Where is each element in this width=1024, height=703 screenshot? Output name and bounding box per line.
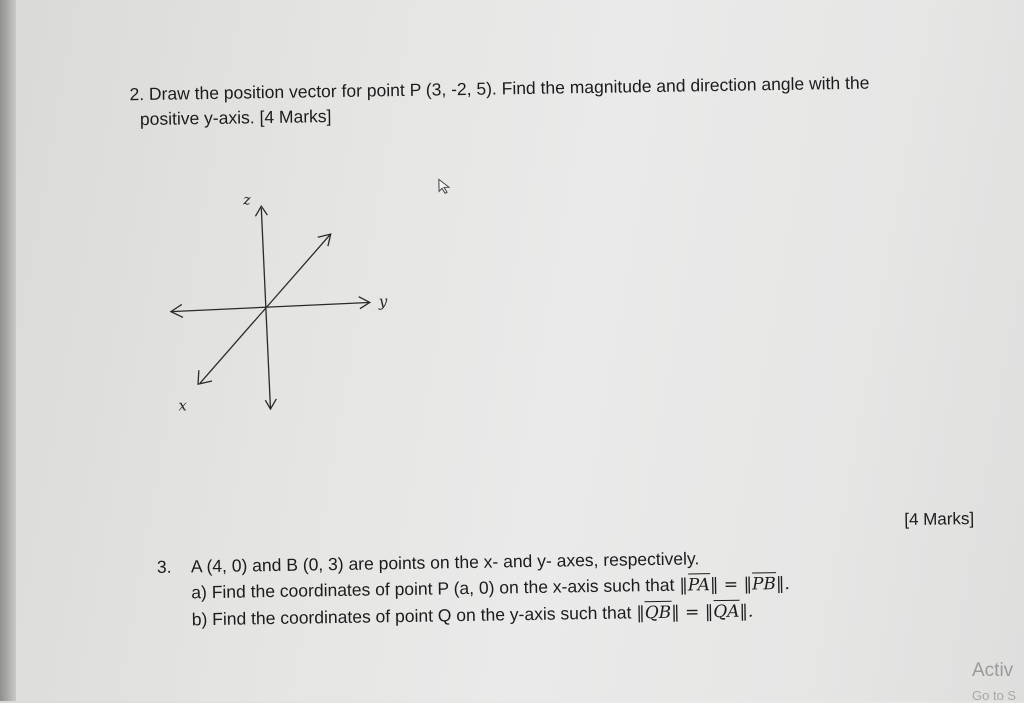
part-b-equation: ‖QB‖ = ‖QA‖. xyxy=(636,601,753,623)
screen-bezel xyxy=(0,0,16,701)
part-a-equation: ‖PA‖ = ‖PB‖. xyxy=(679,574,790,596)
activate-windows-subtext: Go to S xyxy=(972,688,1017,703)
question-3-number: 3. xyxy=(156,556,172,577)
worksheet-page xyxy=(16,0,1024,701)
vector-qa: QA xyxy=(713,599,740,625)
question-2-line-2: positive y-axis. [4 Marks] xyxy=(139,106,332,130)
question-2 xyxy=(129,69,990,133)
question-3-intro: A (4, 0) and B (0, 3) are points on the x- and y- axes, respectively. xyxy=(190,548,700,577)
y-axis-label: y xyxy=(378,292,388,311)
part-a-text: a) Find the coordinates of point P (a, 0) on the x-axis such that xyxy=(191,574,675,603)
activate-windows-watermark: Activ xyxy=(972,660,1014,681)
mouse-pointer-icon xyxy=(437,178,453,194)
question-3-marks: [4 Marks] xyxy=(904,509,975,530)
z-axis-label: z xyxy=(243,192,251,209)
3d-axes-diagram xyxy=(149,184,393,418)
x-axis-label: x xyxy=(178,396,187,415)
part-b-text: b) Find the coordinates of point Q on the y-axis such that xyxy=(191,602,632,630)
question-3 xyxy=(157,541,978,634)
vector-pb: PB xyxy=(752,571,776,597)
vector-qb: QB xyxy=(645,600,672,626)
vector-pa: PA xyxy=(688,572,711,598)
question-2-line-1: 2. Draw the position vector for point P (3, -2, 5). Find the magnitude and direction angle with the xyxy=(129,72,870,105)
